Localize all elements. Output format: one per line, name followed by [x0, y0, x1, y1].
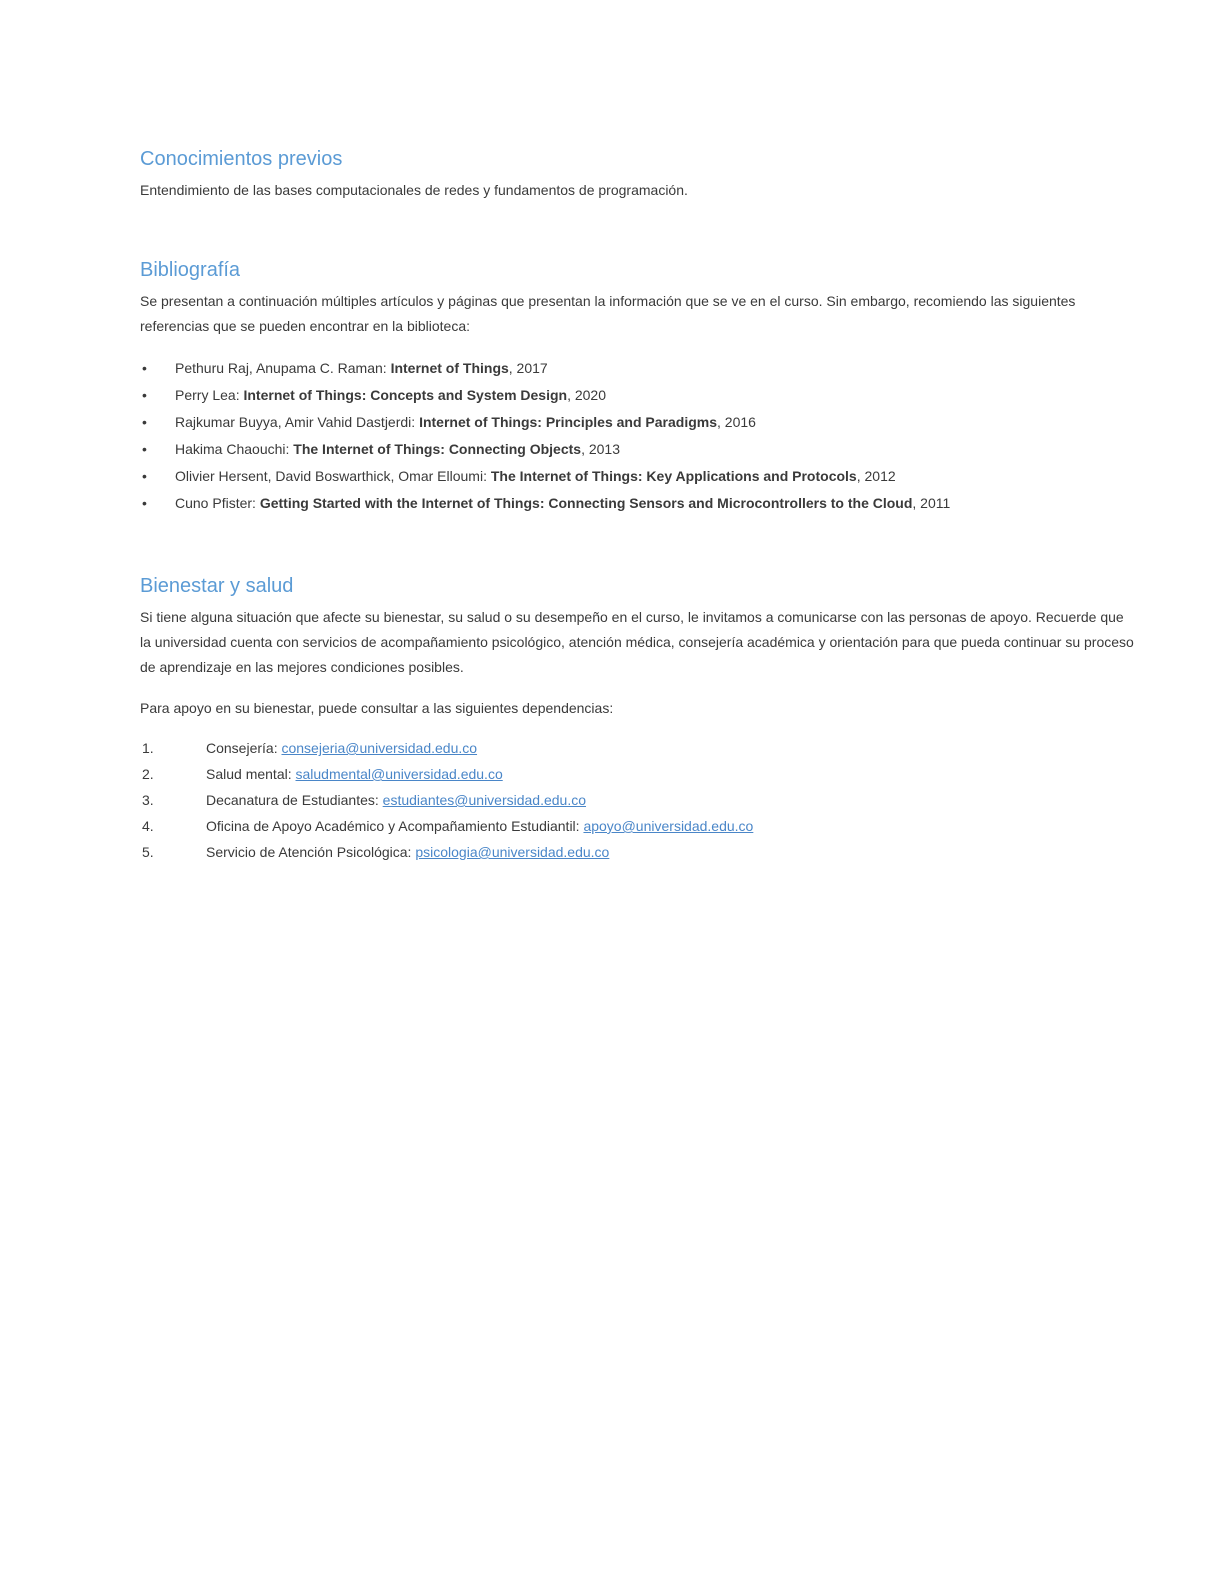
contact-email-link[interactable]: apoyo@universidad.edu.co [583, 818, 754, 834]
bibliography-title: Internet of Things [390, 360, 509, 376]
contact-email-link[interactable]: saludmental@universidad.edu.co [295, 766, 503, 782]
wellbeing-contacts-intro: Para apoyo en su bienestar, puede consultar a las siguientes dependencias: [140, 700, 614, 716]
bibliography-author: Perry Lea: [175, 387, 240, 403]
bibliography-intro: Se presentan a continuación múltiples artículos y páginas que presentan la información que se ve en el curso. Sin embargo, recomiendo las siguientes referencias que se pueden encontrar en la biblioteca: [140, 293, 1076, 334]
bullet-icon: • [142, 360, 147, 376]
bibliography-year: , 2011 [912, 495, 951, 511]
bibliography-author: Olivier Hersent, David Boswarthick, Omar Elloumi: [175, 468, 487, 484]
contact-item [140, 839, 1135, 865]
bibliography-year: , 2016 [717, 414, 756, 430]
list-number: 2. [142, 766, 154, 782]
contact-label: Servicio de Atención Psicológica: [206, 844, 412, 860]
bibliography-year: , 2012 [856, 468, 896, 484]
document-content [140, 146, 1135, 865]
contact-email-link[interactable]: consejeria@universidad.edu.co [281, 740, 478, 756]
bullet-icon: • [142, 468, 147, 484]
contact-label: Salud mental: [206, 766, 292, 782]
bibliography-author: Rajkumar Buyya, Amir Vahid Dastjerdi: [175, 414, 416, 430]
bibliography-author: Cuno Pfister: [175, 495, 256, 511]
section-heading-bibliography: Bibliografía [140, 259, 241, 281]
bullet-icon: • [142, 495, 147, 511]
bibliography-title: The Internet of Things: Key Applications and Protocols [490, 468, 857, 484]
contact-item [140, 761, 1135, 787]
bibliography-year: , 2017 [508, 360, 548, 376]
contacts-list [140, 735, 1135, 865]
bibliography-item [140, 355, 1135, 382]
contact-item [140, 787, 1135, 813]
contact-label: Decanatura de Estudiantes: [206, 792, 379, 808]
bullet-icon: • [142, 414, 147, 430]
paragraph-spacer [140, 680, 1135, 696]
contact-email-link[interactable]: estudiantes@universidad.edu.co [382, 792, 587, 808]
bibliography-item [140, 490, 1135, 517]
section-bibliography [140, 257, 1135, 517]
bibliography-title: The Internet of Things: Connecting Objects [293, 441, 582, 457]
wellbeing-paragraph: Si tiene alguna situación que afecte su bienestar, su salud o su desempeño en el curso, le invitamos a comunicarse con las personas de apoyo. Recuerde que la universidad cuenta con servicios de acompañamiento psicológico, atención médica, consejería académica y orientación para que pueda continuar su proceso de aprendizaje en las mejores condiciones posibles. [140, 609, 1134, 675]
list-number: 4. [142, 818, 154, 834]
section-wellbeing [140, 573, 1135, 865]
contact-email-link[interactable]: psicologia@universidad.edu.co [415, 844, 610, 860]
bibliography-title: Getting Started with the Internet of Things: Connecting Sensors and Microcontrollers to the Cloud [259, 495, 913, 511]
list-number: 1. [142, 740, 154, 756]
contact-item [140, 813, 1135, 839]
section-heading-wellbeing: Bienestar y salud [140, 575, 294, 597]
bibliography-item [140, 382, 1135, 409]
contact-item [140, 735, 1135, 761]
bibliography-item [140, 409, 1135, 436]
contact-label: Consejería: [206, 740, 278, 756]
bullet-icon: • [142, 441, 147, 457]
bibliography-list [140, 355, 1135, 517]
bullet-icon: • [142, 387, 147, 403]
list-number: 3. [142, 792, 154, 808]
bibliography-year: , 2020 [567, 387, 607, 403]
prior-knowledge-text: Entendimiento de las bases computacionales de redes y fundamentos de programación. [140, 182, 688, 198]
bibliography-item [140, 436, 1135, 463]
section-prior-knowledge [140, 146, 1135, 203]
bibliography-item [140, 463, 1135, 490]
bibliography-author: Hakima Chaouchi: [175, 441, 290, 457]
section-heading-prior-knowledge: Conocimientos previos [140, 148, 343, 170]
bibliography-year: , 2013 [581, 441, 620, 457]
bibliography-title: Internet of Things: Principles and Paradigms [419, 414, 717, 430]
contact-label: Oficina de Apoyo Académico y Acompañamiento Estudiantil: [206, 818, 580, 834]
list-number: 5. [142, 844, 154, 860]
bibliography-title: Internet of Things: Concepts and System Design [243, 387, 568, 403]
bibliography-author: Pethuru Raj, Anupama C. Raman: [175, 360, 387, 376]
